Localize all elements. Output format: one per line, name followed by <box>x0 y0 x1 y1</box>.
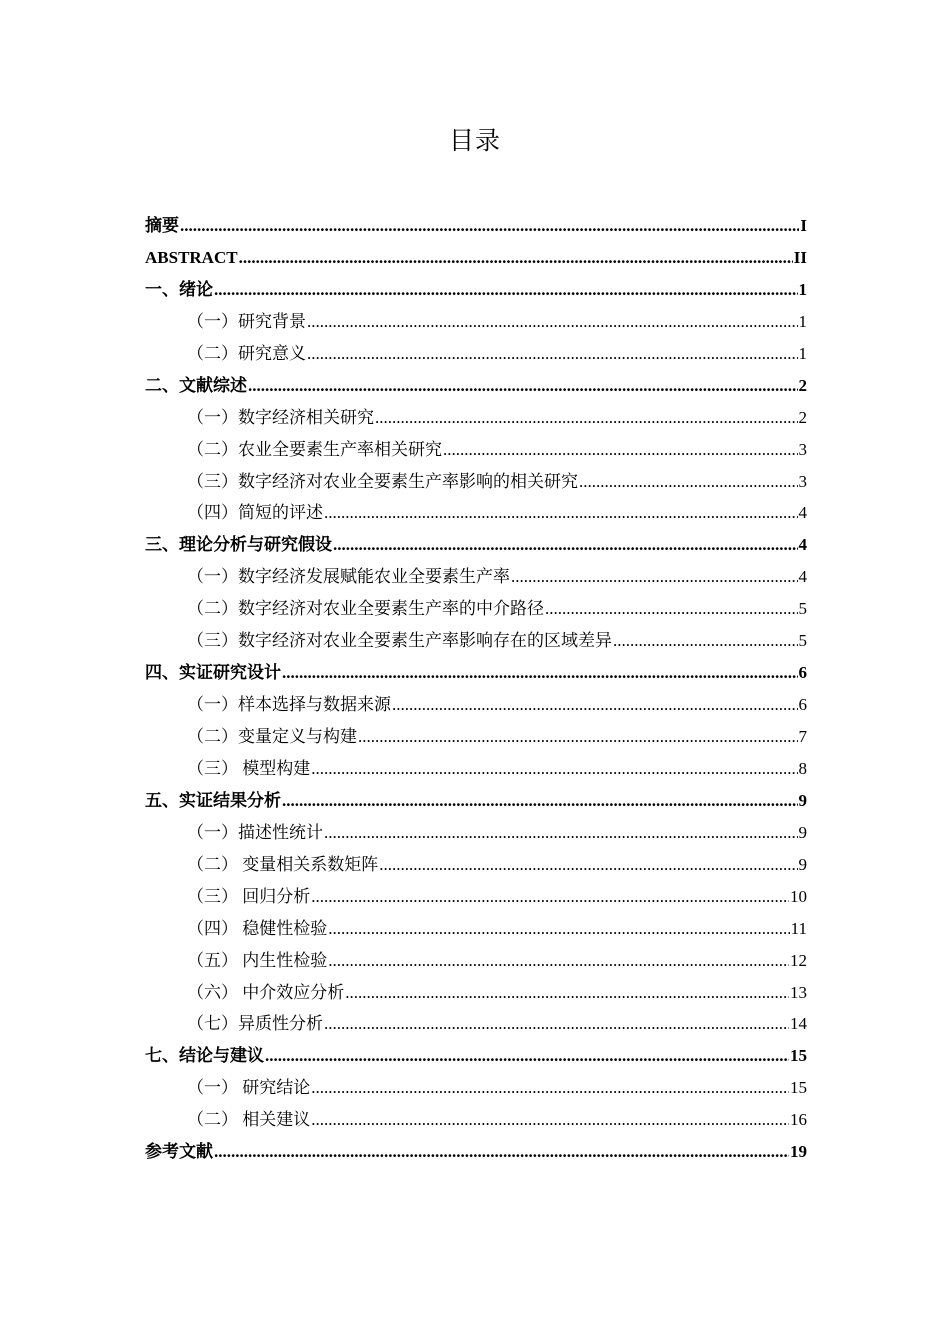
toc-dot-leader <box>307 306 798 338</box>
toc-dot-leader <box>324 497 798 529</box>
toc-entry-page-number: 9 <box>798 822 807 842</box>
toc-dot-leader <box>358 721 798 753</box>
toc-entry-page-number: 6 <box>798 695 807 715</box>
toc-dot-leader <box>328 913 789 945</box>
toc-entry-label: （二）研究意义 <box>187 343 306 363</box>
toc-entry-page-number: 14 <box>790 1014 807 1034</box>
toc-entry[interactable] <box>145 274 807 306</box>
table-of-contents <box>145 210 807 1168</box>
toc-entry-label: （一）描述性统计 <box>187 822 323 842</box>
toc-entry-page-number: 5 <box>798 599 807 619</box>
toc-entry-page-number: 19 <box>790 1142 807 1162</box>
toc-dot-leader <box>379 849 797 881</box>
toc-dot-leader <box>324 817 798 849</box>
toc-entry-label: （四）简短的评述 <box>187 503 323 523</box>
toc-entry-page-number: II <box>793 247 807 267</box>
toc-entry-label: （一）数字经济发展赋能农业全要素生产率 <box>187 567 510 587</box>
toc-dot-leader <box>311 881 789 913</box>
toc-entry-page-number: 4 <box>798 503 807 523</box>
toc-dot-leader <box>545 593 798 625</box>
toc-dot-leader <box>214 1136 789 1168</box>
toc-dot-leader <box>248 370 798 402</box>
toc-entry-page-number: 2 <box>798 375 807 395</box>
toc-entry-page-number: I <box>800 216 807 235</box>
toc-entry-label: 一、绪论 <box>145 279 213 299</box>
toc-entry-page-number: 12 <box>790 950 807 970</box>
toc-dot-leader <box>282 657 798 689</box>
toc-entry-label: （七）异质性分析 <box>187 1014 323 1034</box>
toc-dot-leader <box>579 466 798 498</box>
toc-entry-page-number: 5 <box>798 631 807 651</box>
toc-entry-label: （五） 内生性检验 <box>187 950 328 970</box>
toc-dot-leader <box>265 1040 789 1072</box>
toc-entry-label: （一）样本选择与数据来源 <box>187 695 391 715</box>
toc-entry[interactable] <box>145 434 807 466</box>
toc-entry[interactable] <box>145 210 807 242</box>
toc-entry-label: （一） 研究结论 <box>187 1078 311 1098</box>
toc-entry-page-number: 4 <box>798 535 807 555</box>
toc-entry[interactable] <box>145 881 807 913</box>
toc-entry[interactable] <box>145 242 807 274</box>
toc-dot-leader <box>214 274 798 306</box>
toc-entry[interactable] <box>145 977 807 1009</box>
toc-entry-label: （六） 中介效应分析 <box>187 982 345 1002</box>
toc-entry[interactable] <box>145 1072 807 1104</box>
toc-entry-label: 摘要 <box>145 216 179 235</box>
toc-entry-label: （二）农业全要素生产率相关研究 <box>187 439 442 459</box>
toc-entry-page-number: 8 <box>798 758 807 778</box>
toc-dot-leader <box>511 561 798 593</box>
toc-entry[interactable] <box>145 370 807 402</box>
toc-entry-label: （二） 变量相关系数矩阵 <box>187 854 379 874</box>
toc-entry-label: （二）变量定义与构建 <box>187 727 357 746</box>
page-title: 目录 <box>448 126 501 155</box>
toc-entry-page-number: 1 <box>798 279 807 299</box>
toc-entry[interactable] <box>145 721 807 753</box>
toc-entry[interactable] <box>145 466 807 498</box>
toc-dot-leader <box>443 434 798 466</box>
toc-dot-leader <box>392 689 798 721</box>
toc-entry-label: （三） 模型构建 <box>187 758 311 778</box>
toc-entry-label: 七、结论与建议 <box>145 1046 264 1066</box>
toc-entry-page-number: 2 <box>798 407 807 427</box>
toc-dot-leader <box>239 242 793 274</box>
toc-entry[interactable] <box>145 593 807 625</box>
toc-entry-page-number: 15 <box>790 1078 807 1098</box>
toc-entry[interactable] <box>145 817 807 849</box>
toc-entry[interactable] <box>145 625 807 657</box>
toc-entry[interactable] <box>145 306 807 338</box>
toc-entry[interactable] <box>145 753 807 785</box>
toc-entry-label: （一）数字经济相关研究 <box>187 407 374 427</box>
toc-entry[interactable] <box>145 1008 807 1040</box>
toc-entry-page-number: 3 <box>798 439 807 459</box>
toc-entry[interactable] <box>145 338 807 370</box>
toc-entry-page-number: 10 <box>790 886 807 906</box>
toc-entry[interactable] <box>145 497 807 529</box>
toc-entry-page-number: 11 <box>790 918 807 938</box>
toc-dot-leader <box>328 945 789 977</box>
toc-entry-label: 四、实证研究设计 <box>145 663 281 683</box>
toc-dot-leader <box>333 529 798 561</box>
toc-entry-label: 参考文献 <box>145 1142 213 1162</box>
toc-dot-leader <box>324 1008 789 1040</box>
toc-entry[interactable] <box>145 402 807 434</box>
toc-entry-page-number: 13 <box>790 982 807 1002</box>
toc-entry-page-number: 1 <box>798 343 807 363</box>
toc-entry-page-number: 6 <box>798 663 807 683</box>
toc-entry-page-number: 9 <box>798 790 807 810</box>
toc-entry[interactable] <box>145 657 807 689</box>
toc-entry-label: （三） 回归分析 <box>187 886 311 906</box>
toc-entry[interactable] <box>145 849 807 881</box>
toc-entry-label: ABSTRACT <box>145 247 238 267</box>
toc-entry-label: （二）数字经济对农业全要素生产率的中介路径 <box>187 599 544 619</box>
toc-entry-page-number: 15 <box>790 1046 807 1066</box>
toc-entry[interactable] <box>145 1136 807 1168</box>
toc-dot-leader <box>311 1072 789 1104</box>
toc-entry-page-number: 1 <box>798 311 807 331</box>
toc-entry-label: （三）数字经济对农业全要素生产率影响的相关研究 <box>187 471 578 491</box>
toc-dot-leader <box>180 210 799 242</box>
toc-entry-label: 二、文献综述 <box>145 375 247 395</box>
toc-entry-label: （四） 稳健性检验 <box>187 918 328 938</box>
toc-entry-page-number: 9 <box>798 854 807 874</box>
toc-entry-page-number: 4 <box>798 567 807 587</box>
toc-entry[interactable] <box>145 945 807 977</box>
toc-entry[interactable] <box>145 529 807 561</box>
toc-dot-leader <box>345 977 789 1009</box>
toc-entry-label: （三）数字经济对农业全要素生产率影响存在的区域差异 <box>187 631 612 651</box>
toc-entry[interactable] <box>145 689 807 721</box>
toc-entry[interactable] <box>145 913 807 945</box>
toc-entry-label: 三、理论分析与研究假设 <box>145 535 332 555</box>
toc-dot-leader <box>613 625 798 657</box>
toc-entry-page-number: 16 <box>790 1110 807 1130</box>
toc-dot-leader <box>282 785 798 817</box>
toc-entry[interactable] <box>145 561 807 593</box>
toc-entry[interactable] <box>145 1040 807 1072</box>
toc-entry-page-number: 3 <box>798 471 807 491</box>
toc-entry-label: 五、实证结果分析 <box>145 790 281 810</box>
toc-entry[interactable] <box>145 785 807 817</box>
toc-dot-leader <box>311 753 797 785</box>
toc-dot-leader <box>375 402 798 434</box>
toc-entry-page-number: 7 <box>798 727 807 746</box>
toc-entry-label: （二） 相关建议 <box>187 1110 311 1130</box>
toc-entry-label: （一）研究背景 <box>187 311 306 331</box>
toc-dot-leader <box>311 1104 789 1136</box>
toc-dot-leader <box>307 338 798 370</box>
toc-entry[interactable] <box>145 1104 807 1136</box>
